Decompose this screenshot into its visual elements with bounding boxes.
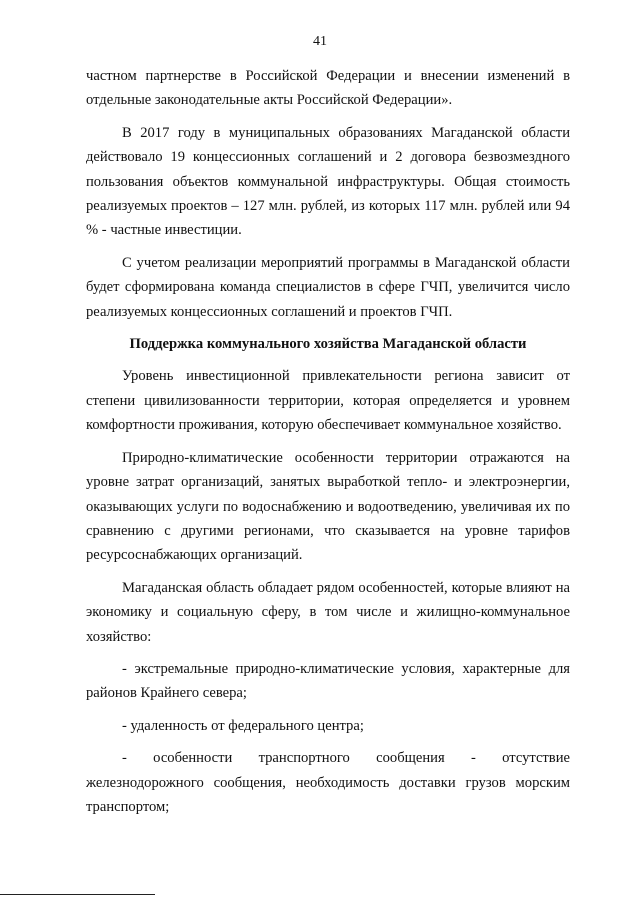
list-item-remoteness: - удаленность от федерального центра;	[122, 717, 364, 734]
list-item-climate: - экстремальные природно-климатические условия, характерные для районов Крайнего севера;	[86, 660, 570, 702]
list-item-transport: - особенности транспортного сообщения - отсутствие железнодорожного сообщения, необходимость доставки грузов морским транспортом;	[86, 750, 570, 815]
paragraph-climate-costs: Природно-климатические особенности территории отражаются на уровне затрат организаций, занятых выработкой тепло- и электроэнергии, оказывающих услуги по водоснабжению и водоотведению, увеличивая их по сравнению с другими регионами, что сказывается на уровне тарифов ресурсоснабжающих организаций.	[86, 449, 570, 564]
section-heading: Поддержка коммунального хозяйства Магаданской области	[129, 336, 527, 353]
page-number: 41	[313, 34, 327, 49]
paragraph-region-features: Магаданская область обладает рядом особенностей, которые влияют на экономику и социальную сферу, в том числе и жилищно-коммунальное хозяйство:	[86, 579, 570, 645]
paragraph-ppp-team: С учетом реализации мероприятий программы в Магаданской области будет сформирована команда специалистов в сфере ГЧП, увеличится число реализуемых концессионных соглашений и проектов ГЧП.	[86, 254, 570, 320]
paragraph-investment-attractiveness: Уровень инвестиционной привлекательности региона зависит от степени цивилизованности территории, которая определяется и уровнем комфортности проживания, которую обеспечивает коммунальное хозяйство.	[86, 368, 570, 434]
footnote-divider	[0, 894, 155, 895]
paragraph-concessions-2017: В 2017 году в муниципальных образованиях Магаданской области действовало 19 концессионных соглашений и 2 договора безвозмездного пользования объектов коммунальной инфраструктуры. Общая стоимость реализуемых проектов – 127 млн. рублей, из которых 117 млн. рублей или 94 % - частные инвестиции.	[86, 124, 570, 239]
document-body	[86, 64, 570, 827]
paragraph-continuation: частном партнерстве в Российской Федерации и внесении изменений в отдельные законодательные акты Российской Федерации».	[86, 68, 570, 109]
